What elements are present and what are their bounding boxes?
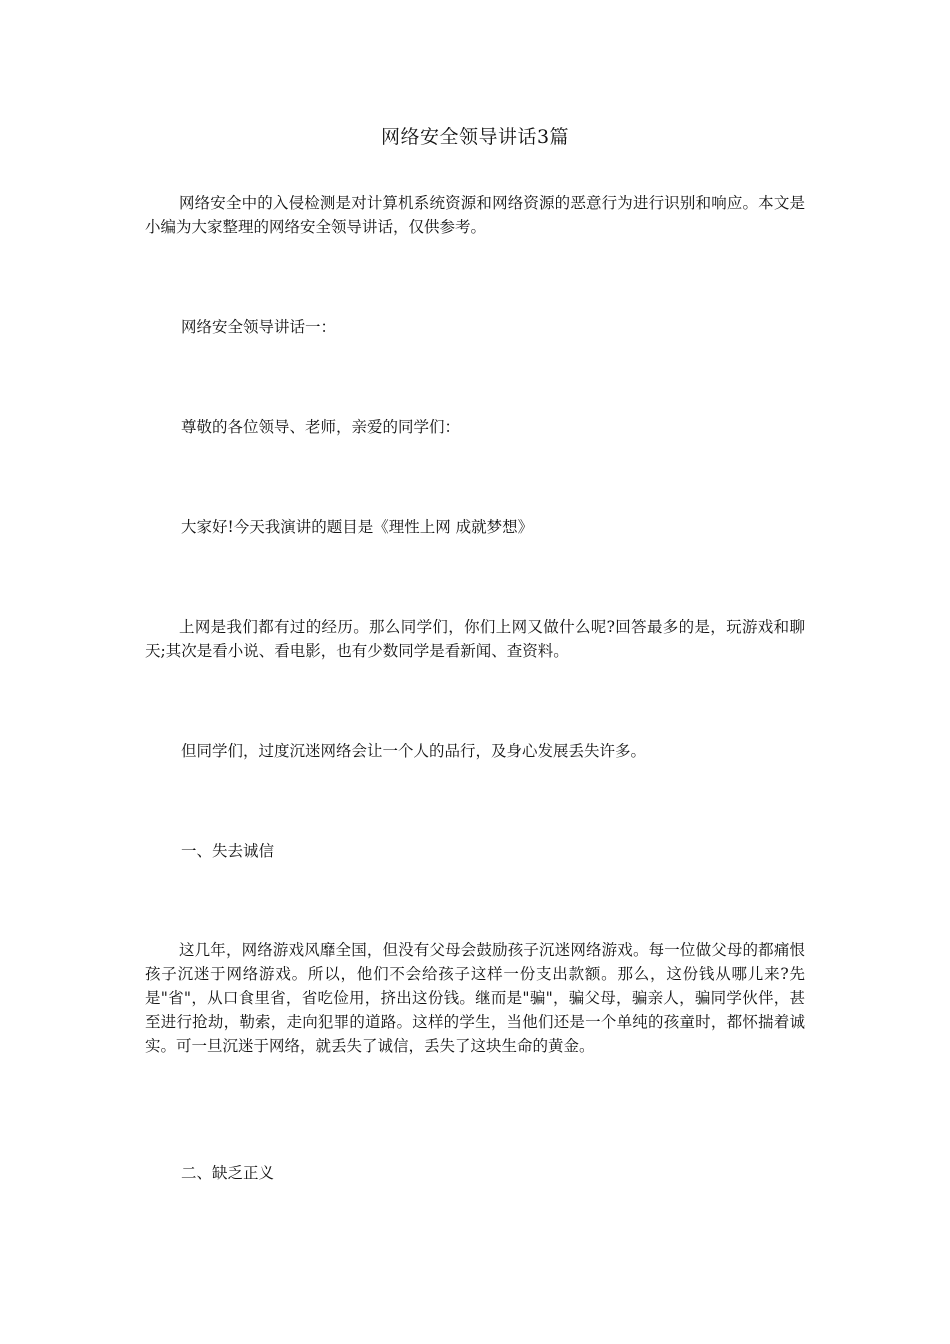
section1-body: 这几年，网络游戏风靡全国，但没有父母会鼓励孩子沉迷网络游戏。每一位做父母的都痛恨孩子沉迷于网络游戏。所以，他们不会给孩子这样一份支出款额。那么，这份钱从哪儿来?先是"省"，从口食里省，省吃俭用，挤出这份钱。继而是"骗"，骗父母，骗亲人，骗同学伙伴，甚至进行抢劫，勒索，走向犯罪的道路。这样的学生，当他们还是一个单纯的孩童时，都怀揣着诚实。可一旦沉迷于网络，就丢失了诚信，丢失了这块生命的黄金。 [145,941,805,1055]
online-habits-paragraph: 上网是我们都有过的经历。那么同学们，你们上网又做什么呢?回答最多的是，玩游戏和聊天;其次是看小说、看电影，也有少数同学是看新闻、查资料。 [145,618,805,660]
greeting-line: 尊敬的各位领导、老师，亲爱的同学们： [181,418,461,436]
document-title: 网络安全领导讲话3篇 [380,126,570,148]
topic-line: 大家好!今天我演讲的题目是《理性上网 成就梦想》 [181,518,534,536]
section1-heading: 一、失去诚信 [181,842,275,860]
warning-line: 但同学们，过度沉迷网络会让一个人的品行，及身心发展丢失许多。 [181,742,647,760]
speech1-heading: 网络安全领导讲话一： [181,318,337,336]
section2-heading: 二、缺乏正义 [181,1164,275,1182]
intro-paragraph: 网络安全中的入侵检测是对计算机系统资源和网络资源的恶意行为进行识别和响应。本文是小编为大家整理的网络安全领导讲话，仅供参考。 [145,194,805,236]
